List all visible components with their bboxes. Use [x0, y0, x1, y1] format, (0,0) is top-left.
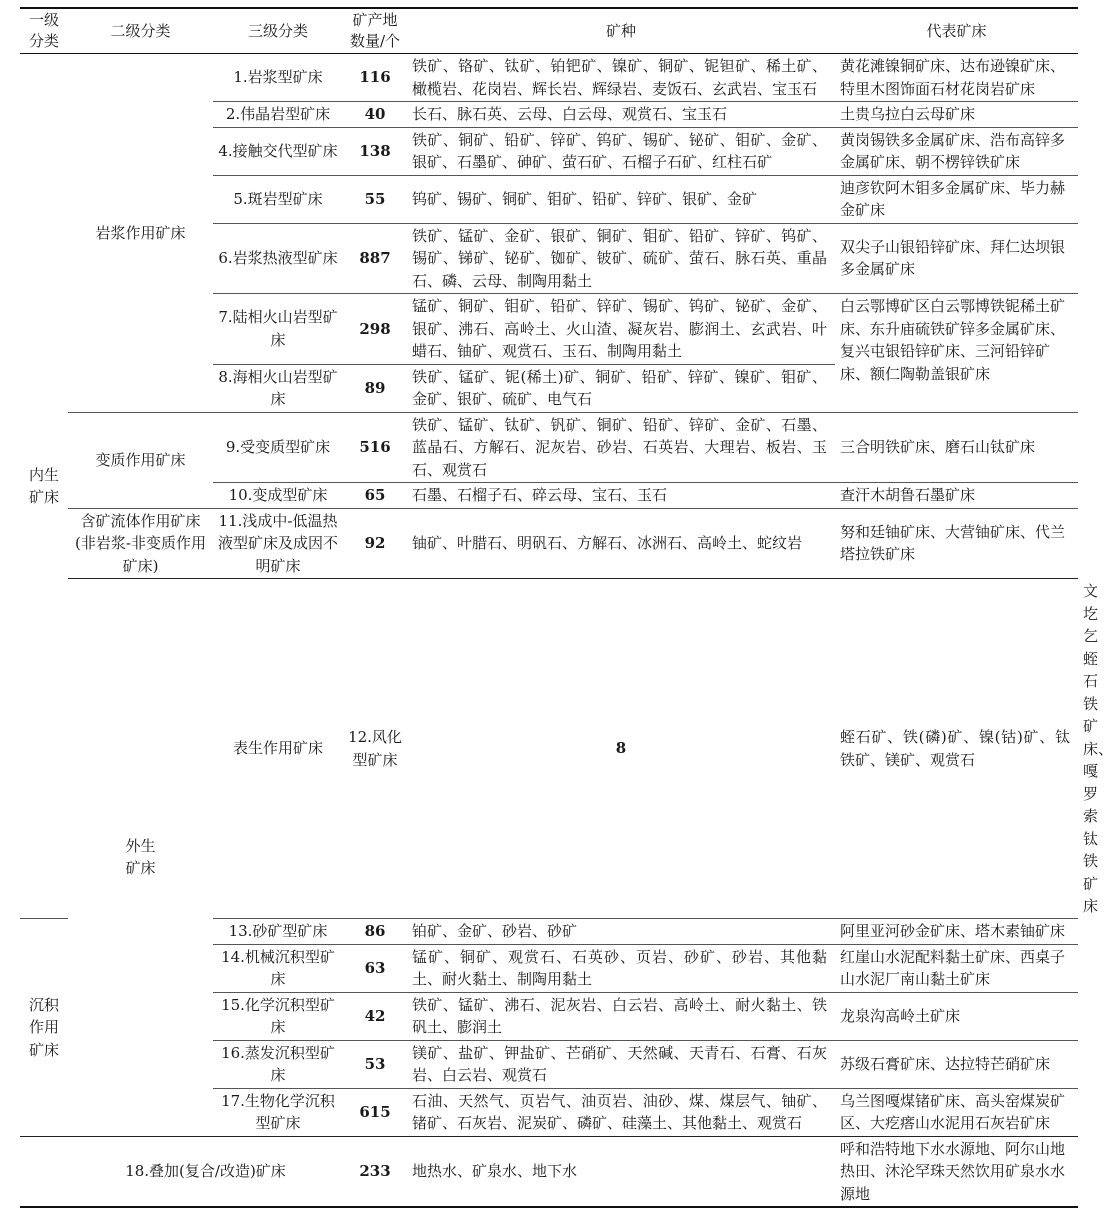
count-cell: 89: [343, 364, 407, 412]
deposits-cell: 呼和浩特地下水水源地、阿尔山地热田、沐沦罕珠天然饮用矿泉水水源地: [835, 1136, 1078, 1207]
table-row: [20, 54, 1078, 102]
minerals-cell: 地热水、矿泉水、地下水: [407, 1136, 835, 1207]
minerals-cell: 铁矿、锰矿、铌(稀土)矿、铜矿、铅矿、锌矿、镍矿、钼矿、金矿、银矿、硫矿、电气石: [407, 364, 835, 412]
type-cell: 1.岩浆型矿床: [233, 68, 323, 87]
count-cell: 516: [343, 412, 407, 483]
count-cell: 8: [407, 579, 835, 919]
level2-magmatic: 岩浆作用矿床: [95, 223, 186, 242]
minerals-cell: 钨矿、锡矿、铜矿、钼矿、铅矿、锌矿、银矿、金矿: [407, 175, 835, 223]
minerals-cell: 锰矿、铜矿、钼矿、铅矿、锌矿、锡矿、钨矿、铋矿、金矿、银矿、沸石、高岭土、火山渣、凝灰岩、膨润土、玄武岩、叶蜡石、铀矿、观赏石、玉石、制陶用黏土: [407, 294, 835, 365]
deposits-cell: 查汗木胡鲁石墨矿床: [835, 483, 1078, 509]
table-row: [20, 508, 1078, 579]
count-cell: 53: [343, 1040, 407, 1088]
type-cell: 2.伟晶岩型矿床: [213, 102, 343, 128]
level2-fluid: 含矿流体作用矿床(非岩浆-非变质作用矿床): [68, 508, 213, 579]
count-cell: 298: [343, 294, 407, 365]
type-cell: 16.蒸发沉积型矿床: [213, 1040, 343, 1088]
minerals-cell: 石墨、石榴子石、碎云母、宝石、玉石: [407, 483, 835, 509]
type-cell: 15.化学沉积型矿床: [213, 992, 343, 1040]
level1-empty: [20, 1136, 68, 1207]
type-cell: 13.砂矿型矿床: [213, 919, 343, 945]
count-cell: 615: [343, 1088, 407, 1136]
deposits-cell: 乌兰图嘎煤锗矿床、高头窑煤炭矿区、大疙瘩山水泥用石灰岩矿床: [835, 1088, 1078, 1136]
count-cell: 42: [343, 992, 407, 1040]
level2-supergene: 表生作用矿床: [213, 579, 343, 919]
mineral-deposit-classification-table: [20, 7, 1113, 1208]
count-cell: 86: [343, 919, 407, 945]
header-count: 矿产地 数量/个: [343, 8, 407, 54]
table-row: [20, 412, 1078, 483]
deposits-cell: 黄花滩镍铜矿床、达布逊镍矿床、特里木图饰面石材花岗岩矿床: [840, 57, 1066, 98]
deposits-cell: 白云鄂博矿区白云鄂博铁铌稀土矿床、东升庙硫铁矿锌多金属矿床、复兴屯银铅锌矿床、三河铅锌矿床、额仁陶勒盖银矿床: [835, 294, 1078, 413]
deposits-cell: 黄岗锡铁多金属矿床、浩布高锌多金属矿床、朝不楞锌铁矿床: [835, 127, 1078, 175]
header-minerals: 矿种: [407, 8, 835, 54]
table-row: [20, 1136, 1078, 1207]
count-cell: 63: [343, 944, 407, 992]
minerals-cell: 蛭石矿、铁(磷)矿、镍(钴)矿、钛铁矿、镁矿、观赏石: [835, 579, 1078, 919]
count-cell: 233: [343, 1136, 407, 1207]
minerals-cell: 长石、脉石英、云母、白云母、观赏石、宝玉石: [407, 102, 835, 128]
deposits-cell: 三合明铁矿床、磨石山钛矿床: [835, 412, 1078, 483]
deposits-cell: 苏级石膏矿床、达拉特芒硝矿床: [835, 1040, 1078, 1088]
type-cell: 9.受变质型矿床: [213, 412, 343, 483]
type-cell: 4.接触交代型矿床: [213, 127, 343, 175]
deposits-cell: 阿里亚河砂金矿床、塔木素铀矿床: [835, 919, 1078, 945]
count-cell: 116: [359, 68, 391, 87]
type-cell: 5.斑岩型矿床: [213, 175, 343, 223]
type-cell: 11.浅成中-低温热液型矿床及成因不明矿床: [213, 508, 343, 579]
type-cell: 10.变成型矿床: [213, 483, 343, 509]
minerals-cell: 铁矿、铜矿、铅矿、锌矿、钨矿、锡矿、铋矿、钼矿、金矿、银矿、石墨矿、砷矿、萤石矿、石榴子石矿、红柱石矿: [407, 127, 835, 175]
minerals-cell: 石油、天然气、页岩气、油页岩、油砂、煤、煤层气、铀矿、锗矿、石灰岩、泥炭矿、磷矿、硅藻土、其他黏土、观赏石: [407, 1088, 835, 1136]
deposits-cell: 迪彦钦阿木钼多金属矿床、毕力赫金矿床: [835, 175, 1078, 223]
type-cell: 18.叠加(复合/改造)矿床: [68, 1136, 343, 1207]
level2-metamorphic: 变质作用矿床: [68, 412, 213, 508]
level2-sedimentary: 沉积作用矿床: [20, 919, 68, 1137]
count-cell: 40: [343, 102, 407, 128]
header-row: [20, 8, 1078, 54]
minerals-cell: 铁矿、锰矿、金矿、银矿、铜矿、钼矿、铅矿、锌矿、钨矿、锡矿、锑矿、铋矿、铷矿、铍矿、硫矿、萤石、脉石英、重晶石、磷、云母、制陶用黏土: [407, 223, 835, 294]
type-cell: 12.风化型矿床: [343, 579, 407, 919]
minerals-cell: 铁矿、铬矿、钛矿、铂钯矿、镍矿、铜矿、铌钽矿、稀土矿、橄榄岩、花岗岩、辉长岩、辉绿岩、麦饭石、玄武岩、宝玉石: [412, 57, 827, 98]
header-level1: 一级 分类: [20, 8, 68, 54]
minerals-cell: 镁矿、盐矿、钾盐矿、芒硝矿、天然碱、天青石、石膏、石灰岩、白云岩、观赏石: [407, 1040, 835, 1088]
minerals-cell: 铀矿、叶腊石、明矾石、方解石、冰洲石、高岭土、蛇纹岩: [407, 508, 835, 579]
minerals-cell: 铁矿、锰矿、钛矿、钒矿、铜矿、铅矿、锌矿、金矿、石墨、蓝晶石、方解石、泥灰岩、砂岩、石英岩、大理岩、板岩、玉石、观赏石: [407, 412, 835, 483]
table-row: 外生 矿床 表生作用矿床 12.风化型矿床 8 蛭石矿、铁(磷)矿、镍(钴)矿、钛铁矿、镁矿、观赏石 文圪乞蛭石铁矿床、嘎罗索钛铁矿床: [20, 579, 1078, 919]
header-level3: 三级分类: [213, 8, 343, 54]
type-cell: 17.生物化学沉积型矿床: [213, 1088, 343, 1136]
level1-endogenous: 内生 矿床: [28, 465, 59, 506]
type-cell: 8.海相火山岩型矿床: [213, 364, 343, 412]
level1-exogenous: 外生 矿床: [68, 579, 213, 1137]
type-cell: 14.机械沉积型矿床: [213, 944, 343, 992]
count-cell: 887: [343, 223, 407, 294]
count-cell: 65: [343, 483, 407, 509]
type-cell: 7.陆相火山岩型矿床: [213, 294, 343, 365]
count-cell: 92: [343, 508, 407, 579]
count-cell: 138: [343, 127, 407, 175]
deposits-cell: 土贵乌拉白云母矿床: [835, 102, 1078, 128]
minerals-cell: 铂矿、金矿、砂岩、砂矿: [407, 919, 835, 945]
header-deposits: 代表矿床: [835, 8, 1078, 54]
deposits-cell: 双尖子山银铅锌矿床、拜仁达坝银多金属矿床: [835, 223, 1078, 294]
deposits-cell: 龙泉沟高岭土矿床: [835, 992, 1078, 1040]
count-cell: 55: [343, 175, 407, 223]
deposits-cell: 努和廷铀矿床、大营铀矿床、代兰塔拉铁矿床: [835, 508, 1078, 579]
deposits-cell: 红崖山水泥配料黏土矿床、西桌子山水泥厂南山黏土矿床: [835, 944, 1078, 992]
header-level2: 二级分类: [68, 8, 213, 54]
minerals-cell: 铁矿、锰矿、沸石、泥灰岩、白云岩、高岭土、耐火黏土、铁矾土、膨润土: [407, 992, 835, 1040]
minerals-cell: 锰矿、铜矿、观赏石、石英砂、页岩、砂矿、砂岩、其他黏土、耐火黏土、制陶用黏土: [407, 944, 835, 992]
type-cell: 6.岩浆热液型矿床: [213, 223, 343, 294]
